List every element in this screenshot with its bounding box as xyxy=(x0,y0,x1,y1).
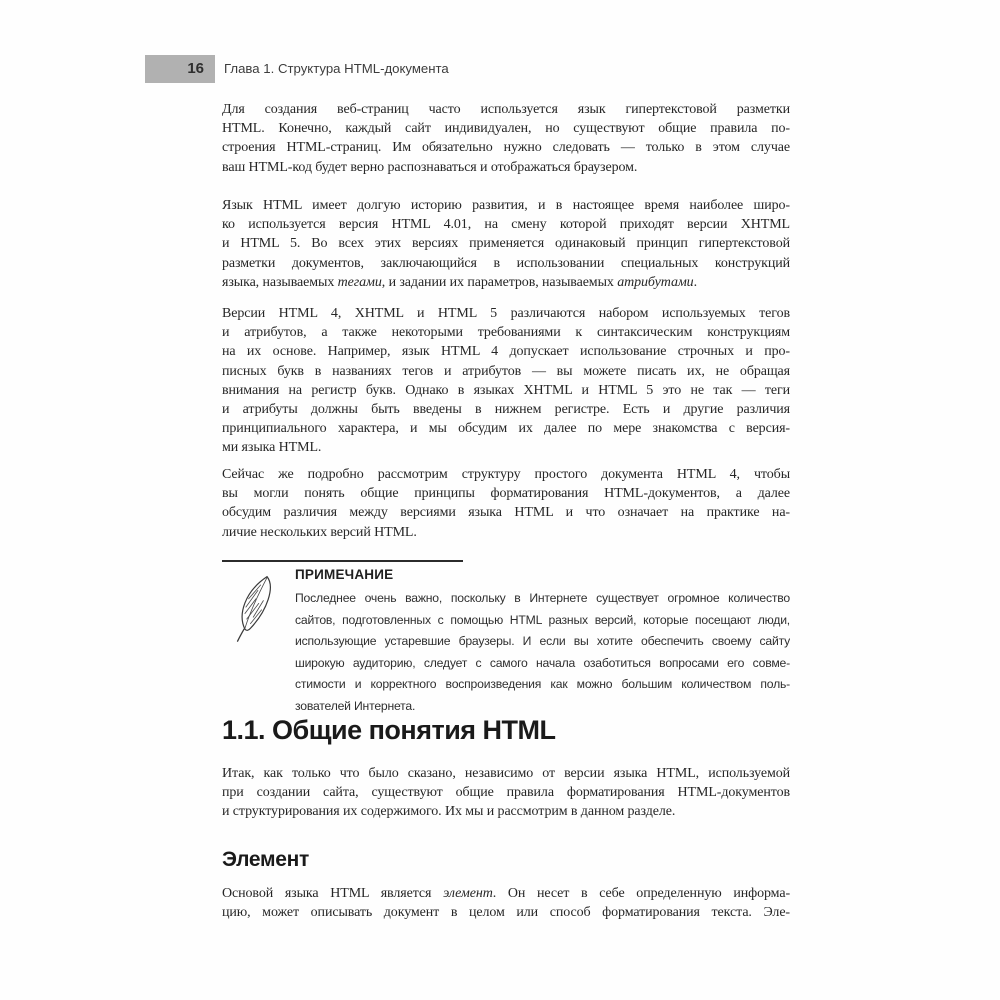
text-line: Сейчас же подробно рассмотрим структуру простого документа HTML 4, чтобы xyxy=(222,467,790,482)
text-line: ко используется версия HTML 4.01, на смену которой приходят версии XHTML xyxy=(222,217,790,233)
text-line: HTML. Конечно, каждый сайт индивидуален, но существуют общие правила по- xyxy=(222,121,790,137)
text-line: Язык HTML имеет долгую историю развития, и в настоящее время наиболее широ- xyxy=(222,198,790,213)
text-line: Для создания веб-страниц часто используется язык гипертекстовой разметки xyxy=(222,102,790,117)
note-block xyxy=(222,560,790,713)
text-line: зователей Интернета. xyxy=(295,698,416,713)
text-line: Основой языка HTML является элемент. Он несет в себе определенную информа- xyxy=(222,886,790,901)
note-body xyxy=(295,588,790,717)
paragraph-web-pages-intro xyxy=(222,100,790,177)
note-title: ПРИМЕЧАНИЕ xyxy=(295,567,394,582)
text-line: на их основе. Например, язык HTML 4 допускает использование строчных и про- xyxy=(222,344,790,360)
text-line: внимания на регистр букв. Однако в языках XHTML и HTML 5 это не так — теги xyxy=(222,382,790,398)
page-header xyxy=(0,55,1000,83)
text-line: вы могли понять общие принципы форматирования HTML-документов, а далее xyxy=(222,486,790,502)
text-line: личие нескольких версий HTML. xyxy=(222,524,417,540)
paragraph-common-rules xyxy=(222,764,790,822)
text-line: и структурирования их содержимого. Их мы и рассмотрим в данном разделе. xyxy=(222,804,676,820)
subsection-heading: Элемент xyxy=(222,848,309,871)
text-line: стимости и корректного воспроизведения как можно большим количеством поль- xyxy=(295,677,790,691)
quill-feather-icon xyxy=(232,573,280,643)
text-line: сайтов, подготовленных с помощью HTML разных версий, которые посещают люди, xyxy=(295,612,790,627)
text-line: обсудим различия между версиями языка HTML и что означает на практике на- xyxy=(222,505,790,521)
text-line: строения HTML-страниц. Им обязательно нужно следовать — только в этом случае xyxy=(222,140,790,156)
text-line: Итак, как только что было сказано, независимо от версии языка HTML, используемой xyxy=(222,766,790,781)
text-line: языка, называемых тегами, и задании их параметров, называемых атрибутами. xyxy=(222,274,697,290)
text-line: разметки документов, заключающийся в использовании специальных конструкций xyxy=(222,255,790,271)
text-line: использующие устаревшие браузеры. И если вы хотите обеспечить своему сайту xyxy=(295,634,790,648)
text-line: широкую аудиторию, следует с самого начала озаботиться вопросами его совме- xyxy=(295,655,790,670)
page-number: 16 xyxy=(187,60,204,77)
text-line: Последнее очень важно, поскольку в Интернете существует огромное количество xyxy=(295,591,790,605)
text-line: при создании сайта, существуют общие правила форматирования HTML-документов xyxy=(222,785,790,801)
paragraph-element-definition xyxy=(222,884,790,922)
paragraph-version-differences xyxy=(222,304,790,458)
text-line: и атрибуты должны быть введены в нижнем регистре. Есть и другие различия xyxy=(222,401,790,417)
note-divider-rule xyxy=(222,560,463,562)
text-line: цию, может описывать документ в целом или способ форматирования текста. Эле- xyxy=(222,905,790,921)
text-line: ми языка HTML. xyxy=(222,440,322,456)
paragraph-html-history xyxy=(222,196,790,292)
text-line: писных букв в названиях тегов и атрибутов — вы можете писать их, не обращая xyxy=(222,363,790,379)
text-line: и HTML 5. Во всех этих версиях применяется одинаковый принцип гипертекстовой xyxy=(222,236,790,252)
paragraph-structure-overview xyxy=(222,465,790,542)
note-content xyxy=(295,565,790,717)
text-line: и атрибутов, а также некоторыми требованиями к синтаксическим конструкциям xyxy=(222,325,790,341)
text-line: ваш HTML-код будет верно распознаваться и отображаться браузером. xyxy=(222,159,638,175)
chapter-title: Глава 1. Структура HTML-документа xyxy=(224,61,449,76)
text-line: Версии HTML 4, XHTML и HTML 5 различаются набором используемых тегов xyxy=(222,306,790,321)
section-heading: 1.1. Общие понятия HTML xyxy=(222,715,556,745)
page-number-box xyxy=(145,55,215,83)
text-line: принципиального характера, и мы обсудим их далее по мере знакомства с версия- xyxy=(222,421,790,437)
